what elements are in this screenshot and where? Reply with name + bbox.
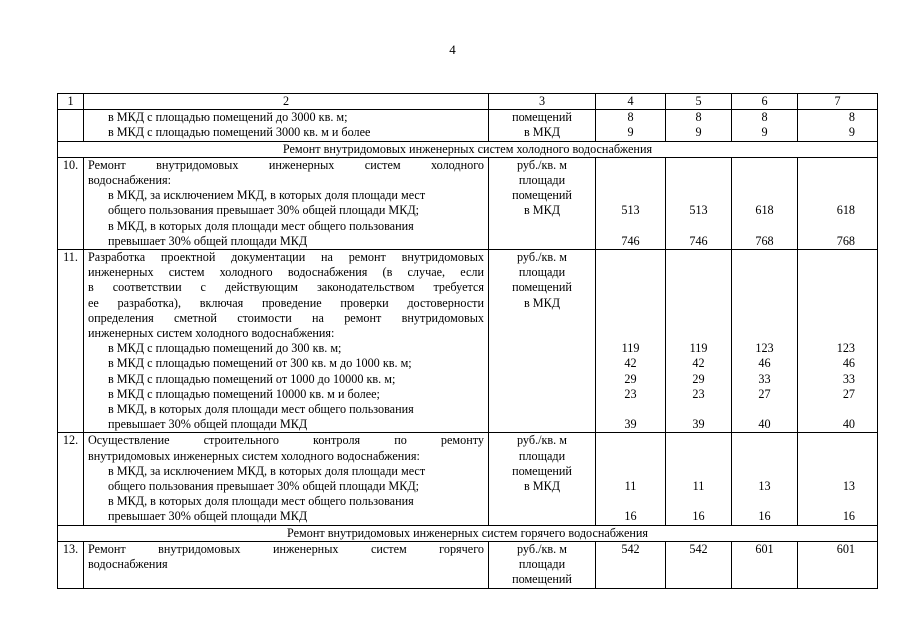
unit-line: в МКД	[523, 295, 561, 310]
value-gap	[736, 433, 793, 448]
value: 746	[689, 233, 708, 248]
value-gap	[802, 311, 855, 326]
description-line: в МКД с площадью помещений 10000 кв. м и более;	[108, 386, 380, 401]
value-gap	[802, 173, 855, 188]
value-gap	[802, 158, 855, 173]
value: 46	[842, 356, 855, 371]
item-description	[84, 110, 489, 141]
value: 11	[692, 479, 705, 494]
value: 42	[692, 356, 705, 371]
value: 9	[695, 125, 702, 140]
description-line: в МКД с площадью помещений 3000 кв. м и более	[108, 125, 371, 140]
value-gap	[600, 219, 661, 234]
value-cell-col-7	[798, 157, 878, 249]
value-gap	[600, 173, 661, 188]
value: 9	[761, 125, 768, 140]
unit-of-measure	[489, 250, 596, 433]
value-cell-col-4	[596, 541, 666, 588]
value-gap	[802, 265, 855, 280]
description-line: превышает 30% общей площади МКД	[108, 509, 308, 524]
value: 8	[761, 110, 768, 125]
value-gap	[736, 158, 793, 173]
value: 542	[689, 541, 708, 556]
value-gap	[802, 188, 855, 203]
table-row	[58, 250, 878, 433]
description-line: в МКД, за исключением МКД, в которых доля площади мест	[108, 463, 426, 478]
value-gap	[600, 296, 661, 311]
value-gap	[670, 326, 727, 341]
value: 27	[758, 386, 771, 401]
unit-line: площади	[518, 265, 566, 280]
unit-of-measure	[489, 433, 596, 525]
value-cell-col-6	[732, 157, 798, 249]
value-gap	[670, 219, 727, 234]
value: 33	[842, 371, 855, 386]
value-gap	[736, 250, 793, 265]
item-number: 12.	[58, 433, 84, 525]
description-line: инженерных систем холодного водоснабжения (в случае, если	[88, 265, 484, 280]
description-line: определения сметной стоимости на ремонт внутридомовых	[88, 310, 484, 325]
unit-line: в МКД	[523, 203, 561, 218]
value-gap	[736, 311, 793, 326]
value-gap	[600, 311, 661, 326]
header-cell: 5	[666, 94, 732, 110]
value: 601	[836, 541, 855, 556]
value-gap	[600, 188, 661, 203]
value: 9	[627, 125, 634, 140]
description-line: водоснабжения	[88, 557, 168, 572]
value-gap	[670, 158, 727, 173]
description-line: Разработка проектной документации на ремонт внутридомовых	[88, 250, 484, 265]
description-line: в МКД с площадью помещений от 1000 до 10000 кв. м;	[108, 371, 396, 386]
description-line: в МКД с площадью помещений от 300 кв. м до 1000 кв. м;	[108, 356, 412, 371]
description-line: внутридомовых инженерных систем холодного водоснабжения:	[88, 448, 420, 463]
value: 513	[689, 203, 708, 218]
value-cell-col-5	[666, 157, 732, 249]
value-cell-col-4	[596, 433, 666, 525]
value-gap	[670, 280, 727, 295]
value-gap	[600, 158, 661, 173]
value: 39	[624, 417, 637, 432]
value: 746	[621, 233, 640, 248]
unit-line: руб./кв. м	[517, 433, 567, 448]
unit-line: площади	[518, 173, 566, 188]
unit-line: помещений	[512, 463, 572, 478]
value-gap	[600, 494, 661, 509]
value-gap	[600, 449, 661, 464]
value-gap	[736, 188, 793, 203]
value: 16	[624, 509, 637, 524]
value-gap	[736, 449, 793, 464]
value-cell-col-7	[798, 433, 878, 525]
description-line: Ремонт внутридомовых инженерных систем горячего	[88, 541, 484, 556]
value: 13	[758, 479, 771, 494]
table-row	[58, 541, 878, 588]
unit-line: помещений	[512, 572, 572, 587]
description-line: в МКД с площадью помещений до 3000 кв. м;	[108, 110, 348, 125]
unit-line: в МКД	[523, 479, 561, 494]
value-cell-col-5	[666, 541, 732, 588]
value: 768	[836, 233, 855, 248]
value-gap	[670, 433, 727, 448]
value-gap	[670, 188, 727, 203]
value-gap	[600, 433, 661, 448]
value-cell-col-5	[666, 250, 732, 433]
value-gap	[600, 464, 661, 479]
unit-of-measure	[489, 110, 596, 141]
value: 542	[621, 541, 640, 556]
value: 618	[755, 203, 774, 218]
value-gap	[600, 402, 661, 417]
value: 768	[755, 233, 774, 248]
tariff-table	[57, 93, 878, 589]
value: 46	[758, 356, 771, 371]
value: 513	[621, 203, 640, 218]
value-cell-col-6	[732, 250, 798, 433]
description-line: в соответствии с действующим законодательством требуется	[88, 280, 484, 295]
item-description	[84, 541, 489, 588]
value: 23	[624, 386, 637, 401]
table-row	[58, 110, 878, 141]
description-line: общего пользования превышает 30% общей площади МКД;	[108, 479, 420, 494]
value: 23	[692, 386, 705, 401]
description-line: общего пользования превышает 30% общей площади МКД;	[108, 203, 420, 218]
section-heading: Ремонт внутридомовых инженерных систем горячего водоснабжения	[58, 525, 878, 541]
value: 618	[836, 203, 855, 218]
value: 29	[692, 371, 705, 386]
value-gap	[736, 265, 793, 280]
description-line: превышает 30% общей площади МКД	[108, 233, 308, 248]
section-heading: Ремонт внутридомовых инженерных систем холодного водоснабжения	[58, 141, 878, 157]
value: 39	[692, 417, 705, 432]
value-gap	[736, 280, 793, 295]
value: 11	[624, 479, 637, 494]
value: 119	[621, 341, 640, 356]
value: 16	[758, 509, 771, 524]
value-gap	[802, 219, 855, 234]
value-cell-col-7	[798, 110, 878, 141]
value-cell-col-6	[732, 433, 798, 525]
table-body	[58, 110, 878, 588]
description-line: в МКД с площадью помещений до 300 кв. м;	[108, 341, 342, 356]
description-line: превышает 30% общей площади МКД	[108, 417, 308, 432]
value: 123	[755, 341, 774, 356]
header-cell: 4	[596, 94, 666, 110]
value-gap	[736, 464, 793, 479]
section-heading-row	[58, 525, 878, 541]
value-gap	[670, 250, 727, 265]
unit-line: площади	[518, 557, 566, 572]
page-number: 4	[449, 42, 456, 57]
value-gap	[600, 280, 661, 295]
header-row	[58, 94, 878, 110]
value-gap	[670, 311, 727, 326]
value: 27	[842, 386, 855, 401]
value-gap	[802, 464, 855, 479]
value-gap	[670, 449, 727, 464]
value: 119	[689, 341, 708, 356]
table-row	[58, 157, 878, 249]
value-cell-col-5	[666, 110, 732, 141]
table-row	[58, 433, 878, 525]
description-line: Ремонт внутридомовых инженерных систем холодного	[88, 157, 484, 172]
value-gap	[670, 494, 727, 509]
value-gap	[670, 173, 727, 188]
value-gap	[802, 280, 855, 295]
value-gap	[802, 296, 855, 311]
unit-line: в МКД	[523, 125, 561, 140]
item-number	[58, 110, 84, 141]
item-number: 13.	[58, 541, 84, 588]
unit-line: помещений	[512, 280, 572, 295]
header-cell: 6	[732, 94, 798, 110]
unit-line: руб./кв. м	[517, 157, 567, 172]
description-line: водоснабжения:	[88, 173, 171, 188]
value-gap	[736, 494, 793, 509]
unit-line: помещений	[512, 188, 572, 203]
value: 13	[842, 479, 855, 494]
value-gap	[802, 250, 855, 265]
value: 16	[842, 509, 855, 524]
description-line: в МКД, в которых доля площади мест общего пользования	[108, 218, 414, 233]
item-description	[84, 157, 489, 249]
value-cell-col-4	[596, 110, 666, 141]
value-cell-col-4	[596, 157, 666, 249]
value-gap	[736, 296, 793, 311]
unit-line: площади	[518, 448, 566, 463]
header-cell: 3	[489, 94, 596, 110]
value: 40	[842, 417, 855, 432]
value-cell-col-6	[732, 541, 798, 588]
value-gap	[802, 433, 855, 448]
unit-of-measure	[489, 541, 596, 588]
section-heading-row	[58, 141, 878, 157]
value-gap	[670, 296, 727, 311]
description-line: инженерных систем холодного водоснабжения:	[88, 326, 335, 341]
value-gap	[600, 326, 661, 341]
value-cell-col-7	[798, 541, 878, 588]
value-cell-col-6	[732, 110, 798, 141]
value-gap	[736, 219, 793, 234]
value: 8	[627, 110, 634, 125]
value: 123	[836, 341, 855, 356]
value: 601	[755, 541, 774, 556]
value: 8	[695, 110, 702, 125]
value: 29	[624, 371, 637, 386]
description-line: в МКД, в которых доля площади мест общего пользования	[108, 402, 414, 417]
value-gap	[670, 464, 727, 479]
unit-line: руб./кв. м	[517, 541, 567, 556]
value-gap	[736, 402, 793, 417]
value: 9	[848, 125, 855, 140]
value-gap	[802, 326, 855, 341]
value-gap	[736, 173, 793, 188]
description-line: ее разработка), включая проведение проверки достоверности	[88, 295, 484, 310]
value-gap	[670, 402, 727, 417]
value-gap	[802, 494, 855, 509]
header-cell: 2	[84, 94, 489, 110]
value-gap	[670, 265, 727, 280]
header-cell: 1	[58, 94, 84, 110]
unit-of-measure	[489, 157, 596, 249]
value-cell-col-5	[666, 433, 732, 525]
value-gap	[736, 326, 793, 341]
value: 8	[848, 110, 855, 125]
item-description	[84, 250, 489, 433]
header-cell: 7	[798, 94, 878, 110]
value-cell-col-4	[596, 250, 666, 433]
unit-line: руб./кв. м	[517, 250, 567, 265]
item-description	[84, 433, 489, 525]
value-gap	[600, 250, 661, 265]
value-cell-col-7	[798, 250, 878, 433]
description-line: Осуществление строительного контроля по ремонту	[88, 433, 484, 448]
unit-line: помещений	[512, 110, 572, 125]
value: 16	[692, 509, 705, 524]
item-number: 11.	[58, 250, 84, 433]
description-line: в МКД, в которых доля площади мест общего пользования	[108, 494, 414, 509]
value-gap	[802, 449, 855, 464]
value-gap	[600, 265, 661, 280]
value: 33	[758, 371, 771, 386]
value: 40	[758, 417, 771, 432]
description-line: в МКД, за исключением МКД, в которых доля площади мест	[108, 188, 426, 203]
value: 42	[624, 356, 637, 371]
item-number: 10.	[58, 157, 84, 249]
value-gap	[802, 402, 855, 417]
